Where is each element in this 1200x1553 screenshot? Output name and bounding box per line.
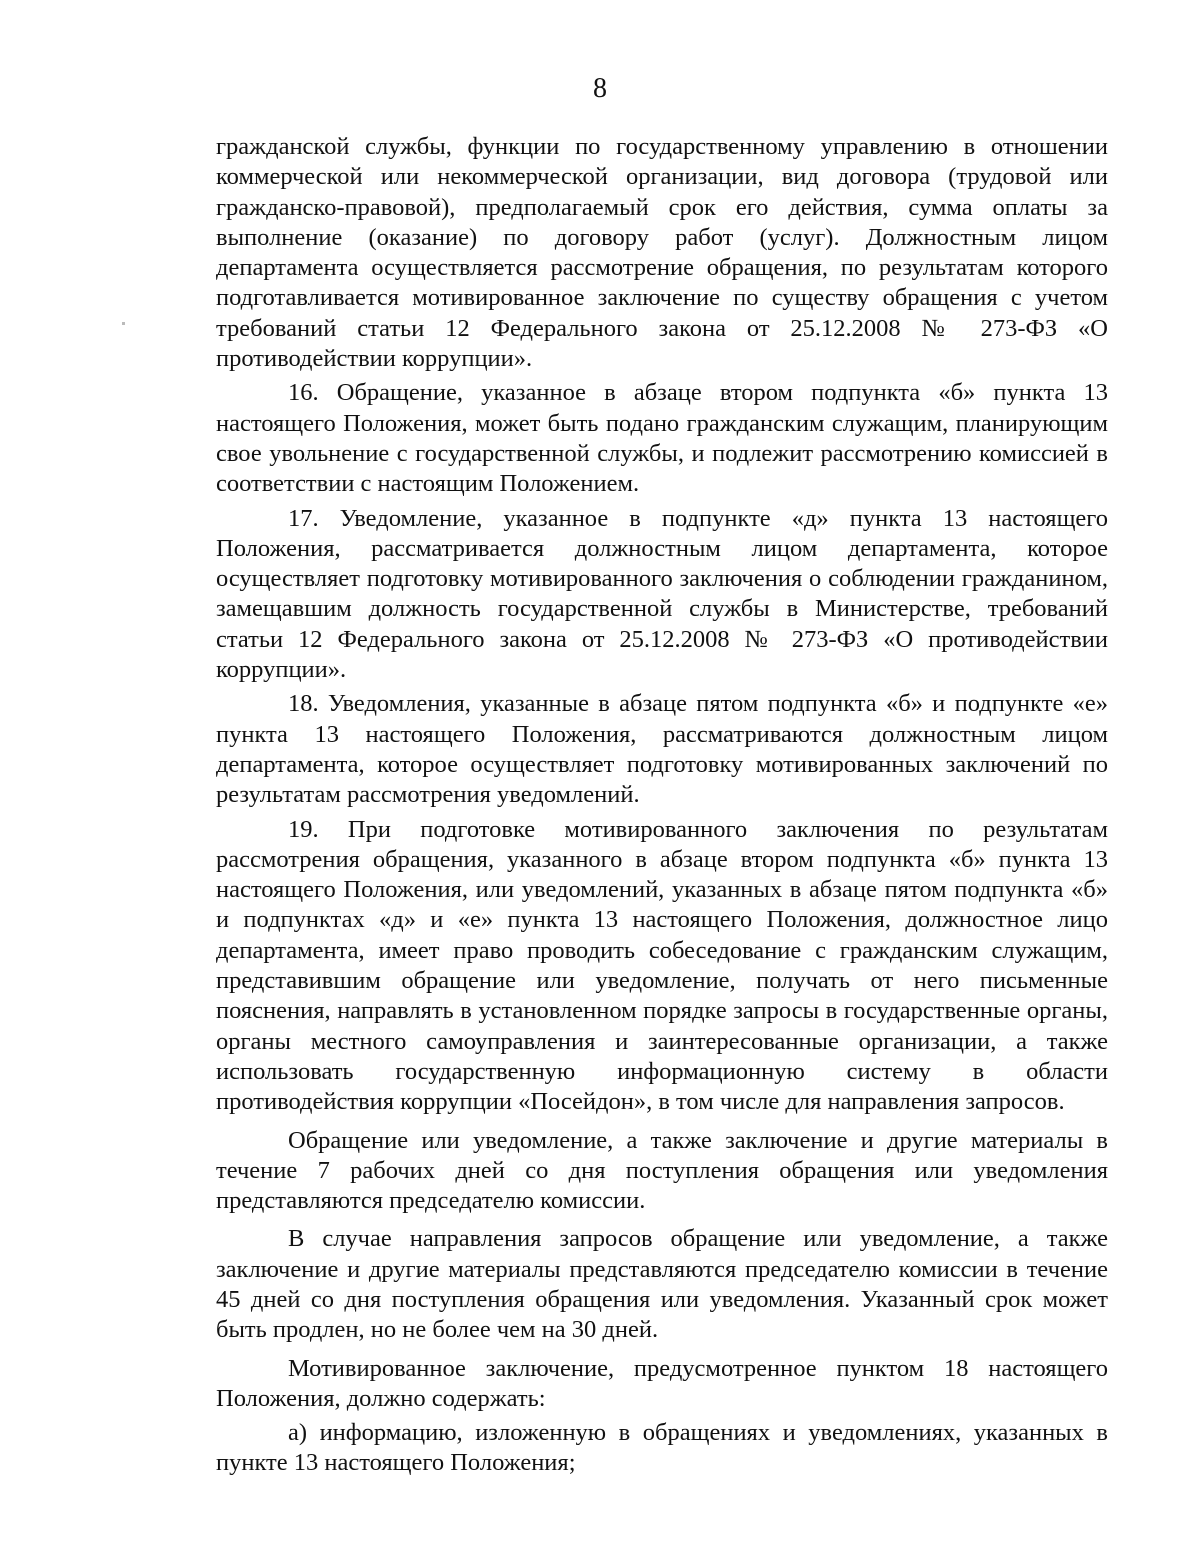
scan-artifact [122,322,125,325]
paragraph-subitem-a: а) информацию, изложенную в обращениях и уведомлениях, указанных в пункте 13 настоящего Положения; [216,1419,1108,1477]
paragraph-item-19: 19. При подготовке мотивированного заключения по результатам рассмотрения обращения, указанного в абзаце втором подпункта «б» пункта 13 настоящего Положения, или уведомлений, указанных в абзаце пятом подпункта «б» и подпунктах «д» и «е» пункта 13 настоящего Положения, должностное лицо департамента, имеет право проводить собеседование с гражданским служащим, представившим обращение или уведомление, получать от него письменные пояснения, направлять в установленном порядке запросы в государственные органы, органы местного самоуправления и заинтересованные организации, а также использовать государственную информационную систему в области противодействия коррупции «Посейдон», в том числе для направления запросов. [216,815,1108,1116]
paragraph-conclusion-contents: Мотивированное заключение, предусмотренное пунктом 18 настоящего Положения, должно содержать: [216,1354,1108,1412]
document-body [216,132,1108,1483]
paragraph-continuation: гражданской службы, функции по государственному управлению в отношении коммерческой или некоммерческой организации, вид договора (трудовой или гражданско-правовой), предполагаемый срок его действия, сумма оплаты за выполнение (оказание) по договору работ (услуг). Должностным лицом департамента осуществляется рассмотрение обращения, по результатам которого подготавливается мотивированное заключение по существу обращения с учетом требований статьи 12 Федерального закона от 25.12.2008 № 273-ФЗ «О противодействии коррупции». [216,133,1108,373]
paragraph-request-term: В случае направления запросов обращение или уведомление, а также заключение и другие материалы представляются председателю комиссии в течение 45 дней со дня поступления обращения или уведомления. Указанный срок может быть продлен, но не более чем на 30 дней. [216,1225,1108,1344]
paragraph-item-16: 16. Обращение, указанное в абзаце втором подпункта «б» пункта 13 настоящего Положения, может быть подано гражданским служащим, планирующим свое увольнение с государственной службы, и подлежит рассмотрению комиссией в соответствии с настоящим Положением. [216,379,1108,498]
page-number: 8 [593,73,607,104]
paragraph-submission-term: Обращение или уведомление, а также заключение и другие материалы в течение 7 рабочих дней со дня поступления обращения или уведомления представляются председателю комиссии. [216,1126,1108,1215]
paragraph-item-17: 17. Уведомление, указанное в подпункте «д» пункта 13 настоящего Положения, рассматривается должностным лицом департамента, которое осуществляет подготовку мотивированного заключения о соблюдении гражданином, замещавшим должность государственной службы в Министерстве, требований статьи 12 Федерального закона от 25.12.2008 № 273-ФЗ «О противодействии коррупции». [216,504,1108,684]
paragraph-item-18: 18. Уведомления, указанные в абзаце пятом подпункта «б» и подпункте «е» пункта 13 настоящего Положения, рассматриваются должностным лицом департамента, которое осуществляет подготовку мотивированных заключений по результатам рассмотрения уведомлений. [216,690,1108,809]
